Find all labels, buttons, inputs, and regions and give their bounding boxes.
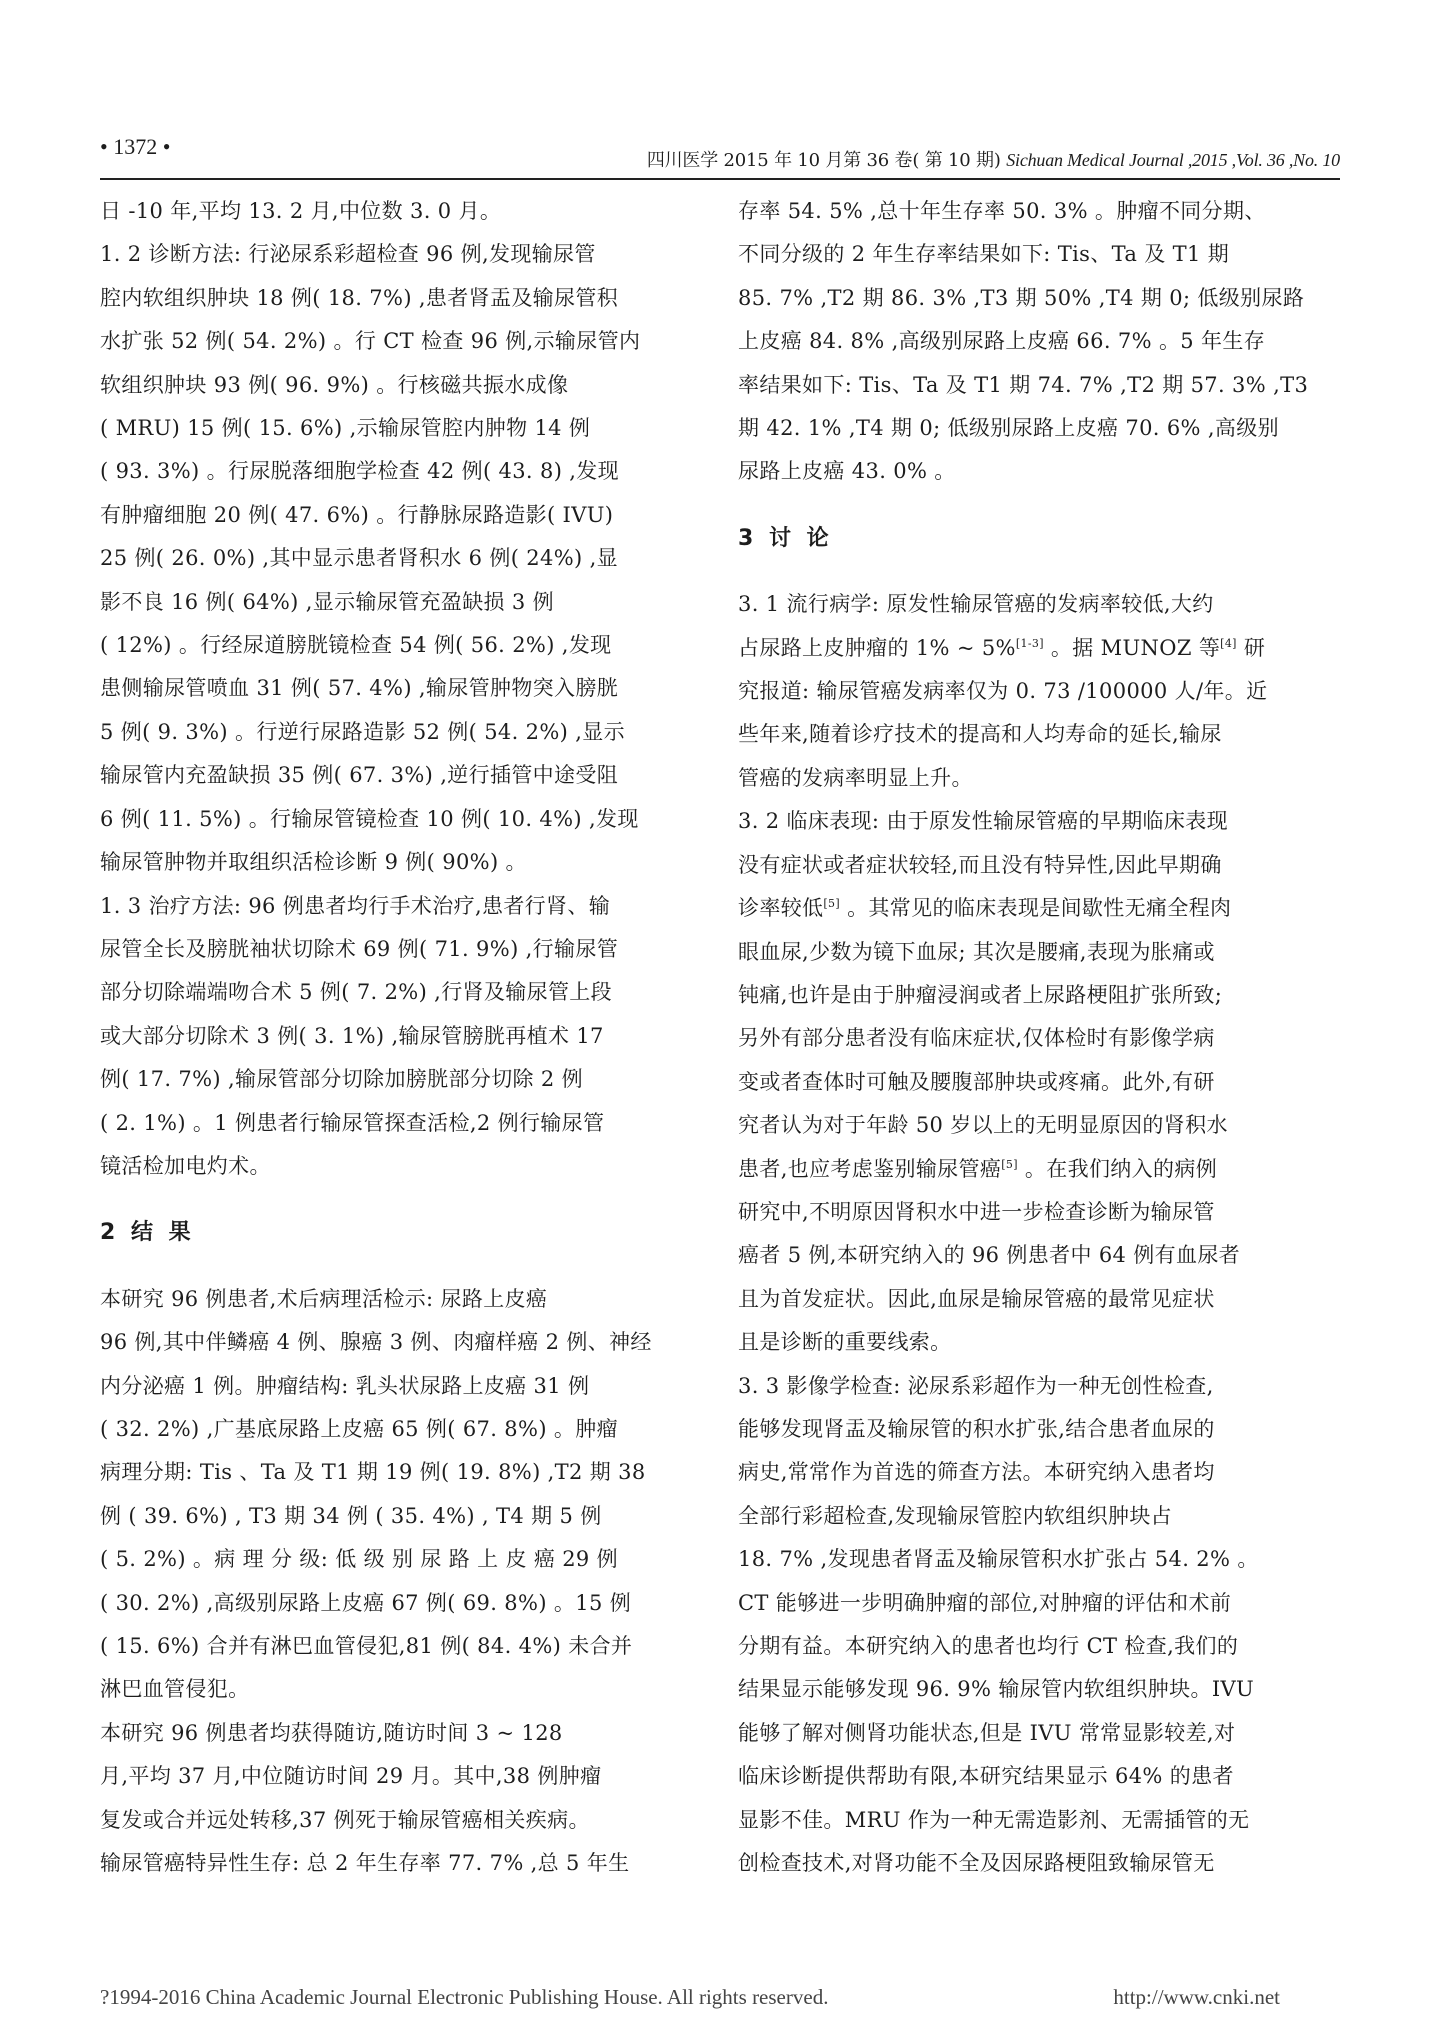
citation-ref: [4] xyxy=(1220,636,1237,650)
right-column xyxy=(738,190,1316,1885)
copyright-text: ?1994-2016 China Academic Journal Electronic Publishing House. All rights reserved. xyxy=(100,1985,829,2009)
text-line: 没有症状或者症状较轻,而且没有特异性,因此早期确 xyxy=(738,852,1222,877)
text-line: 上皮癌 84. 8% ,高级别尿路上皮癌 66. 7% 。5 年生存 xyxy=(738,329,1266,354)
text-line: 输尿管癌特异性生存: 总 2 年生存率 77. 7% ,总 5 年生 xyxy=(100,1851,630,1876)
text-line: ( 5. 2%) 。病 理 分 级: 低 级 别 尿 路 上 皮 癌 29 例 xyxy=(100,1547,618,1572)
text-line: 1. 2 诊断方法: 行泌尿系彩超检查 96 例,发现输尿管 xyxy=(100,242,596,267)
text-line: 眼血尿,少数为镜下血尿; 其次是腰痛,表现为胀痛或 xyxy=(738,939,1215,964)
text-line: 究者认为对于年龄 50 岁以上的无明显原因的肾积水 xyxy=(738,1113,1228,1138)
section-title-results: 2 结 果 xyxy=(100,1220,195,1246)
text-segment: 患者,也应考虑鉴别输尿管癌 xyxy=(738,1156,1002,1181)
running-header xyxy=(100,134,1340,178)
text-line: 尿管全长及膀胱袖状切除术 69 例( 71. 9%) ,行输尿管 xyxy=(100,936,619,961)
citation-ref: [5] xyxy=(1001,1157,1018,1171)
text-line: 变或者查体时可触及腰腹部肿块或疼痛。此外,有研 xyxy=(738,1069,1215,1094)
page-number: • 1372 • xyxy=(100,134,171,159)
text-line: 3. 1 流行病学: 原发性输尿管癌的发病率较低,大约 xyxy=(738,592,1214,617)
section-gap xyxy=(738,494,1316,517)
text-line: 些年来,随着诊疗技术的提高和人均寿命的延长,输尿 xyxy=(738,722,1222,747)
text-line: 另外有部分患者没有临床症状,仅体检时有影像学病 xyxy=(738,1026,1215,1051)
text-line: 水扩张 52 例( 54. 2%) 。行 CT 检查 96 例,示输尿管内 xyxy=(100,329,641,354)
journal-info xyxy=(647,146,1340,172)
left-column xyxy=(100,190,678,1885)
text-line: 病史,常常作为首选的筛查方法。本研究纳入患者均 xyxy=(738,1460,1215,1485)
text-line: 6 例( 11. 5%) 。行输尿管镜检查 10 例( 10. 4%) ,发现 xyxy=(100,806,639,831)
text-line: ( 15. 6%) 合并有淋巴血管侵犯,81 例( 84. 4%) 未合并 xyxy=(100,1634,633,1658)
text-line: 影不良 16 例( 64%) ,显示输尿管充盈缺损 3 例 xyxy=(100,589,555,614)
text-line: 分期有益。本研究纳入的患者也均行 CT 检查,我们的 xyxy=(738,1634,1239,1658)
text-line: ( 93. 3%) 。行尿脱落细胞学检查 42 例( 43. 8) ,发现 xyxy=(100,459,619,484)
text-line xyxy=(738,627,1316,670)
text-line: 25 例( 26. 0%) ,其中显示患者肾积水 6 例( 24%) ,显 xyxy=(100,546,618,571)
text-line xyxy=(738,1148,1316,1191)
text-line: 存率 54. 5% ,总十年生存率 50. 3% 。肿瘤不同分期、 xyxy=(738,199,1266,223)
text-line: 创检查技术,对肾功能不全及因尿路梗阻致输尿管无 xyxy=(738,1851,1215,1876)
text-line: 本研究 96 例患者,术后病理活检示: 尿路上皮癌 xyxy=(100,1286,548,1311)
text-line: 输尿管内充盈缺损 35 例( 67. 3%) ,逆行插管中途受阻 xyxy=(100,763,619,788)
text-line: 临床诊断提供帮助有限,本研究结果显示 64% 的患者 xyxy=(738,1764,1234,1789)
text-line: ( 2. 1%) 。1 例患者行输尿管探查活检,2 例行输尿管 xyxy=(100,1110,605,1135)
text-line: 18. 7% ,发现患者肾盂及输尿管积水扩张占 54. 2% 。 xyxy=(738,1547,1259,1572)
text-line: 日 -10 年,平均 13. 2 月,中位数 3. 0 月。 xyxy=(100,199,502,223)
text-line: 淋巴血管侵犯。 xyxy=(100,1677,250,1702)
journal-en: Sichuan Medical Journal ,2015 ,Vol. 36 ,No. 10 xyxy=(1006,150,1340,170)
text-line: 患侧输尿管喷血 31 例( 57. 4%) ,输尿管肿物突入膀胱 xyxy=(100,676,619,701)
text-line: 或大部分切除术 3 例( 3. 1%) ,输尿管膀胱再植术 17 xyxy=(100,1023,604,1048)
section-gap xyxy=(100,1188,678,1211)
text-line: ( MRU) 15 例( 15. 6%) ,示输尿管腔内肿物 14 例 xyxy=(100,416,591,441)
copyright-footer xyxy=(100,1985,1340,2010)
text-line: 全部行彩超检查,发现输尿管腔内软组织肿块占 xyxy=(738,1503,1173,1528)
text-line: 率结果如下: Tis、Ta 及 T1 期 74. 7% ,T2 期 57. 3% ,T3 xyxy=(738,372,1309,397)
text-line: 复发或合并远处转移,37 例死于输尿管癌相关疾病。 xyxy=(100,1807,590,1832)
text-line: 镜活检加电灼术。 xyxy=(100,1153,271,1178)
text-line: 究报道: 输尿管癌发病率仅为 0. 73 /100000 人/年。近 xyxy=(738,679,1268,704)
text-line: 期 42. 1% ,T4 期 0; 低级别尿路上皮癌 70. 6% ,高级别 xyxy=(738,416,1279,441)
text-line: 有肿瘤细胞 20 例( 47. 6%) 。行静脉尿路造影( IVU) xyxy=(100,502,614,527)
text-line: ( 12%) 。行经尿道膀胱镜检查 54 例( 56. 2%) ,发现 xyxy=(100,633,612,658)
section-gap xyxy=(100,1255,678,1278)
text-line: 腔内软组织肿块 18 例( 18. 7%) ,患者肾盂及输尿管积 xyxy=(100,285,619,310)
text-line: 内分泌癌 1 例。肿瘤结构: 乳头状尿路上皮癌 31 例 xyxy=(100,1373,590,1398)
text-line: 研究中,不明原因肾积水中进一步检查诊断为输尿管 xyxy=(738,1199,1215,1224)
text-segment: 。在我们纳入的病例 xyxy=(1017,1156,1218,1181)
text-line: 不同分级的 2 年生存率结果如下: Tis、Ta 及 T1 期 xyxy=(738,242,1230,267)
text-line: 结果显示能够发现 96. 9% 输尿管内软组织肿块。IVU xyxy=(738,1677,1255,1702)
text-line: 96 例,其中伴鳞癌 4 例、腺癌 3 例、肉瘤样癌 2 例、神经 xyxy=(100,1330,652,1355)
text-line: 例( 17. 7%) ,输尿管部分切除加膀胱部分切除 2 例 xyxy=(100,1067,584,1092)
text-line: CT 能够进一步明确肿瘤的部位,对肿瘤的评估和术前 xyxy=(738,1590,1232,1615)
text-line: ( 30. 2%) ,高级别尿路上皮癌 67 例( 69. 8%) 。15 例 xyxy=(100,1590,632,1615)
text-segment: 。据 MUNOZ 等 xyxy=(1043,635,1221,660)
text-line: 能够发现肾盂及输尿管的积水扩张,结合患者血尿的 xyxy=(738,1416,1215,1441)
journal-cn: 四川医学 2015 年 10 月第 36 卷( 第 10 期) xyxy=(646,150,1001,171)
text-line: 管癌的发病率明显上升。 xyxy=(738,765,973,790)
text-line: 病理分期: Tis 、Ta 及 T1 期 19 例( 19. 8%) ,T2 期 38 xyxy=(100,1460,646,1485)
text-line: 3. 2 临床表现: 由于原发性输尿管癌的早期临床表现 xyxy=(738,809,1228,834)
text-line: 尿路上皮癌 43. 0% 。 xyxy=(738,459,956,484)
text-segment: 研 xyxy=(1236,635,1266,660)
text-line: 癌者 5 例,本研究纳入的 96 例患者中 64 例有血尿者 xyxy=(738,1243,1241,1268)
text-line: 软组织肿块 93 例( 96. 9%) 。行核磁共振水成像 xyxy=(100,372,569,397)
section-title-discussion: 3 讨 论 xyxy=(738,525,833,551)
text-line: 显影不佳。MRU 作为一种无需造影剂、无需插管的无 xyxy=(738,1807,1250,1832)
text-line: 月,平均 37 月,中位随访时间 29 月。其中,38 例肿瘤 xyxy=(100,1764,602,1789)
text-line: 3. 3 影像学检查: 泌尿系彩超作为一种无创性检查, xyxy=(738,1373,1214,1398)
text-line: 例 ( 39. 6%) , T3 期 34 例 ( 35. 4%) , T4 期 5 例 xyxy=(100,1503,602,1528)
citation-ref: [1-3] xyxy=(1015,636,1044,650)
footer-url: http://www.cnki.net xyxy=(1113,1985,1280,2009)
text-line: 本研究 96 例患者均获得随访,随访时间 3 ~ 128 xyxy=(100,1720,563,1745)
text-line: 1. 3 治疗方法: 96 例患者均行手术治疗,患者行肾、输 xyxy=(100,893,611,918)
text-line: 5 例( 9. 3%) 。行逆行尿路造影 52 例( 54. 2%) ,显示 xyxy=(100,719,625,744)
text-line: ( 32. 2%) ,广基底尿路上皮癌 65 例( 67. 8%) 。肿瘤 xyxy=(100,1416,618,1441)
text-line: 且是诊断的重要线索。 xyxy=(738,1330,952,1355)
section-gap xyxy=(738,560,1316,583)
text-segment: 占尿路上皮肿瘤的 1% ~ 5% xyxy=(738,635,1016,660)
text-segment: 。其常见的临床表现是间歇性无痛全程肉 xyxy=(840,896,1232,921)
header-rule xyxy=(100,178,1340,180)
text-line: 能够了解对侧肾功能状态,但是 IVU 常常显影较差,对 xyxy=(738,1720,1236,1745)
text-line: 输尿管肿物并取组织活检诊断 9 例( 90%) 。 xyxy=(100,850,527,875)
text-line: 且为首发症状。因此,血尿是输尿管癌的最常见症状 xyxy=(738,1286,1215,1311)
text-line xyxy=(738,887,1316,930)
citation-ref: [5] xyxy=(823,897,841,911)
text-line: 钝痛,也许是由于肿瘤浸润或者上尿路梗阻扩张所致; xyxy=(738,982,1223,1007)
text-line: 部分切除端端吻合术 5 例( 7. 2%) ,行肾及输尿管上段 xyxy=(100,980,612,1005)
text-line: 85. 7% ,T2 期 86. 3% ,T3 期 50% ,T4 期 0; 低级别尿路 xyxy=(738,285,1305,310)
text-segment: 诊率较低 xyxy=(738,896,824,921)
